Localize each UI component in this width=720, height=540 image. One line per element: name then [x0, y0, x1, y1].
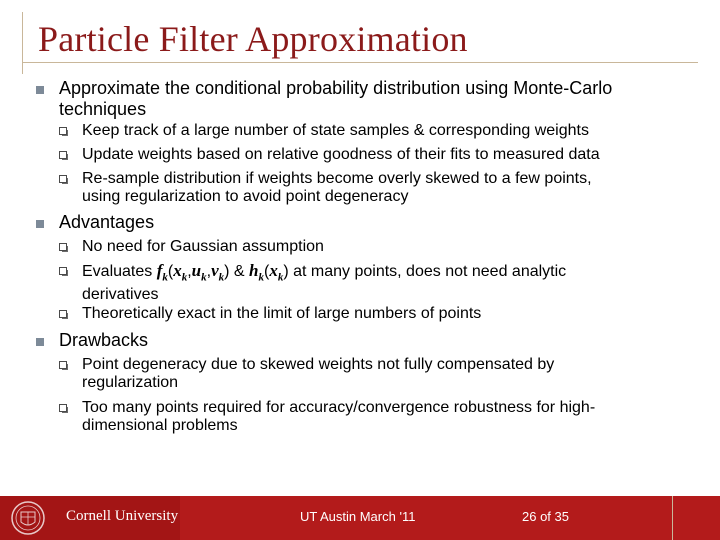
list-item-text: Point degeneracy due to skewed weights not fully compensated by	[82, 356, 555, 373]
level1-bullet-icon	[36, 220, 44, 228]
level1-bullet-icon	[36, 338, 44, 346]
footer-logo-area	[0, 496, 180, 540]
list-item	[82, 399, 677, 435]
heading-line: Advantages	[59, 212, 155, 232]
level2-bullet-icon	[59, 267, 67, 275]
list-item	[82, 146, 677, 164]
footer-venue: UT Austin March '11	[300, 509, 416, 524]
section-heading	[59, 212, 679, 233]
level2-bullet-icon	[59, 151, 67, 159]
level2-bullet-icon	[59, 361, 67, 369]
heading-line: Approximate the conditional probability distribution using Monte-Carlo	[59, 78, 613, 98]
list-item-text: Evaluates $f_k(x_k,u_k,v_k)$ & $h_k(x_k)$ at many points, does not need analytic	[82, 261, 567, 284]
level2-bullet-icon	[59, 404, 67, 412]
list-item	[82, 356, 677, 392]
level2-bullet-icon	[59, 127, 67, 135]
footer-bar	[0, 496, 720, 540]
cornell-seal-icon	[10, 500, 46, 536]
slide-title: Particle Filter Approximation	[38, 19, 468, 59]
heading-line: Drawbacks	[59, 330, 149, 350]
heading-line: techniques	[59, 99, 147, 119]
list-item	[82, 238, 677, 256]
list-item-text: Update weights based on relative goodness of their fits to measured data	[82, 146, 600, 163]
page-number: 26 of 35	[522, 509, 569, 524]
section-heading	[59, 330, 679, 351]
level2-bullet-icon	[59, 243, 67, 251]
list-item-text: regularization	[82, 374, 179, 391]
list-item	[82, 170, 677, 206]
list-item-text: derivatives	[82, 286, 159, 304]
title-frame-vertical-rule	[22, 12, 23, 74]
title-frame-horizontal-rule	[22, 62, 698, 63]
list-item-text: Keep track of a large number of state samples & corresponding weights	[82, 122, 589, 139]
list-item-text: dimensional problems	[82, 417, 238, 434]
list-item	[82, 122, 677, 140]
level2-bullet-icon	[59, 175, 67, 183]
list-item-text: using regularization to avoid point degeneracy	[82, 188, 409, 205]
list-item	[82, 305, 677, 323]
list-item	[82, 262, 677, 304]
level2-bullet-icon	[59, 310, 67, 318]
footer-divider	[672, 496, 673, 540]
list-item-text: Theoretically exact in the limit of large numbers of points	[82, 305, 482, 322]
list-item-text: Too many points required for accuracy/convergence robustness for high-	[82, 399, 596, 416]
level1-bullet-icon	[36, 86, 44, 94]
university-name: Cornell University	[66, 508, 179, 524]
list-item-text: Re-sample distribution if weights become overly skewed to a few points,	[82, 170, 592, 187]
list-item-text: No need for Gaussian assumption	[82, 238, 324, 255]
section-heading	[59, 78, 679, 120]
